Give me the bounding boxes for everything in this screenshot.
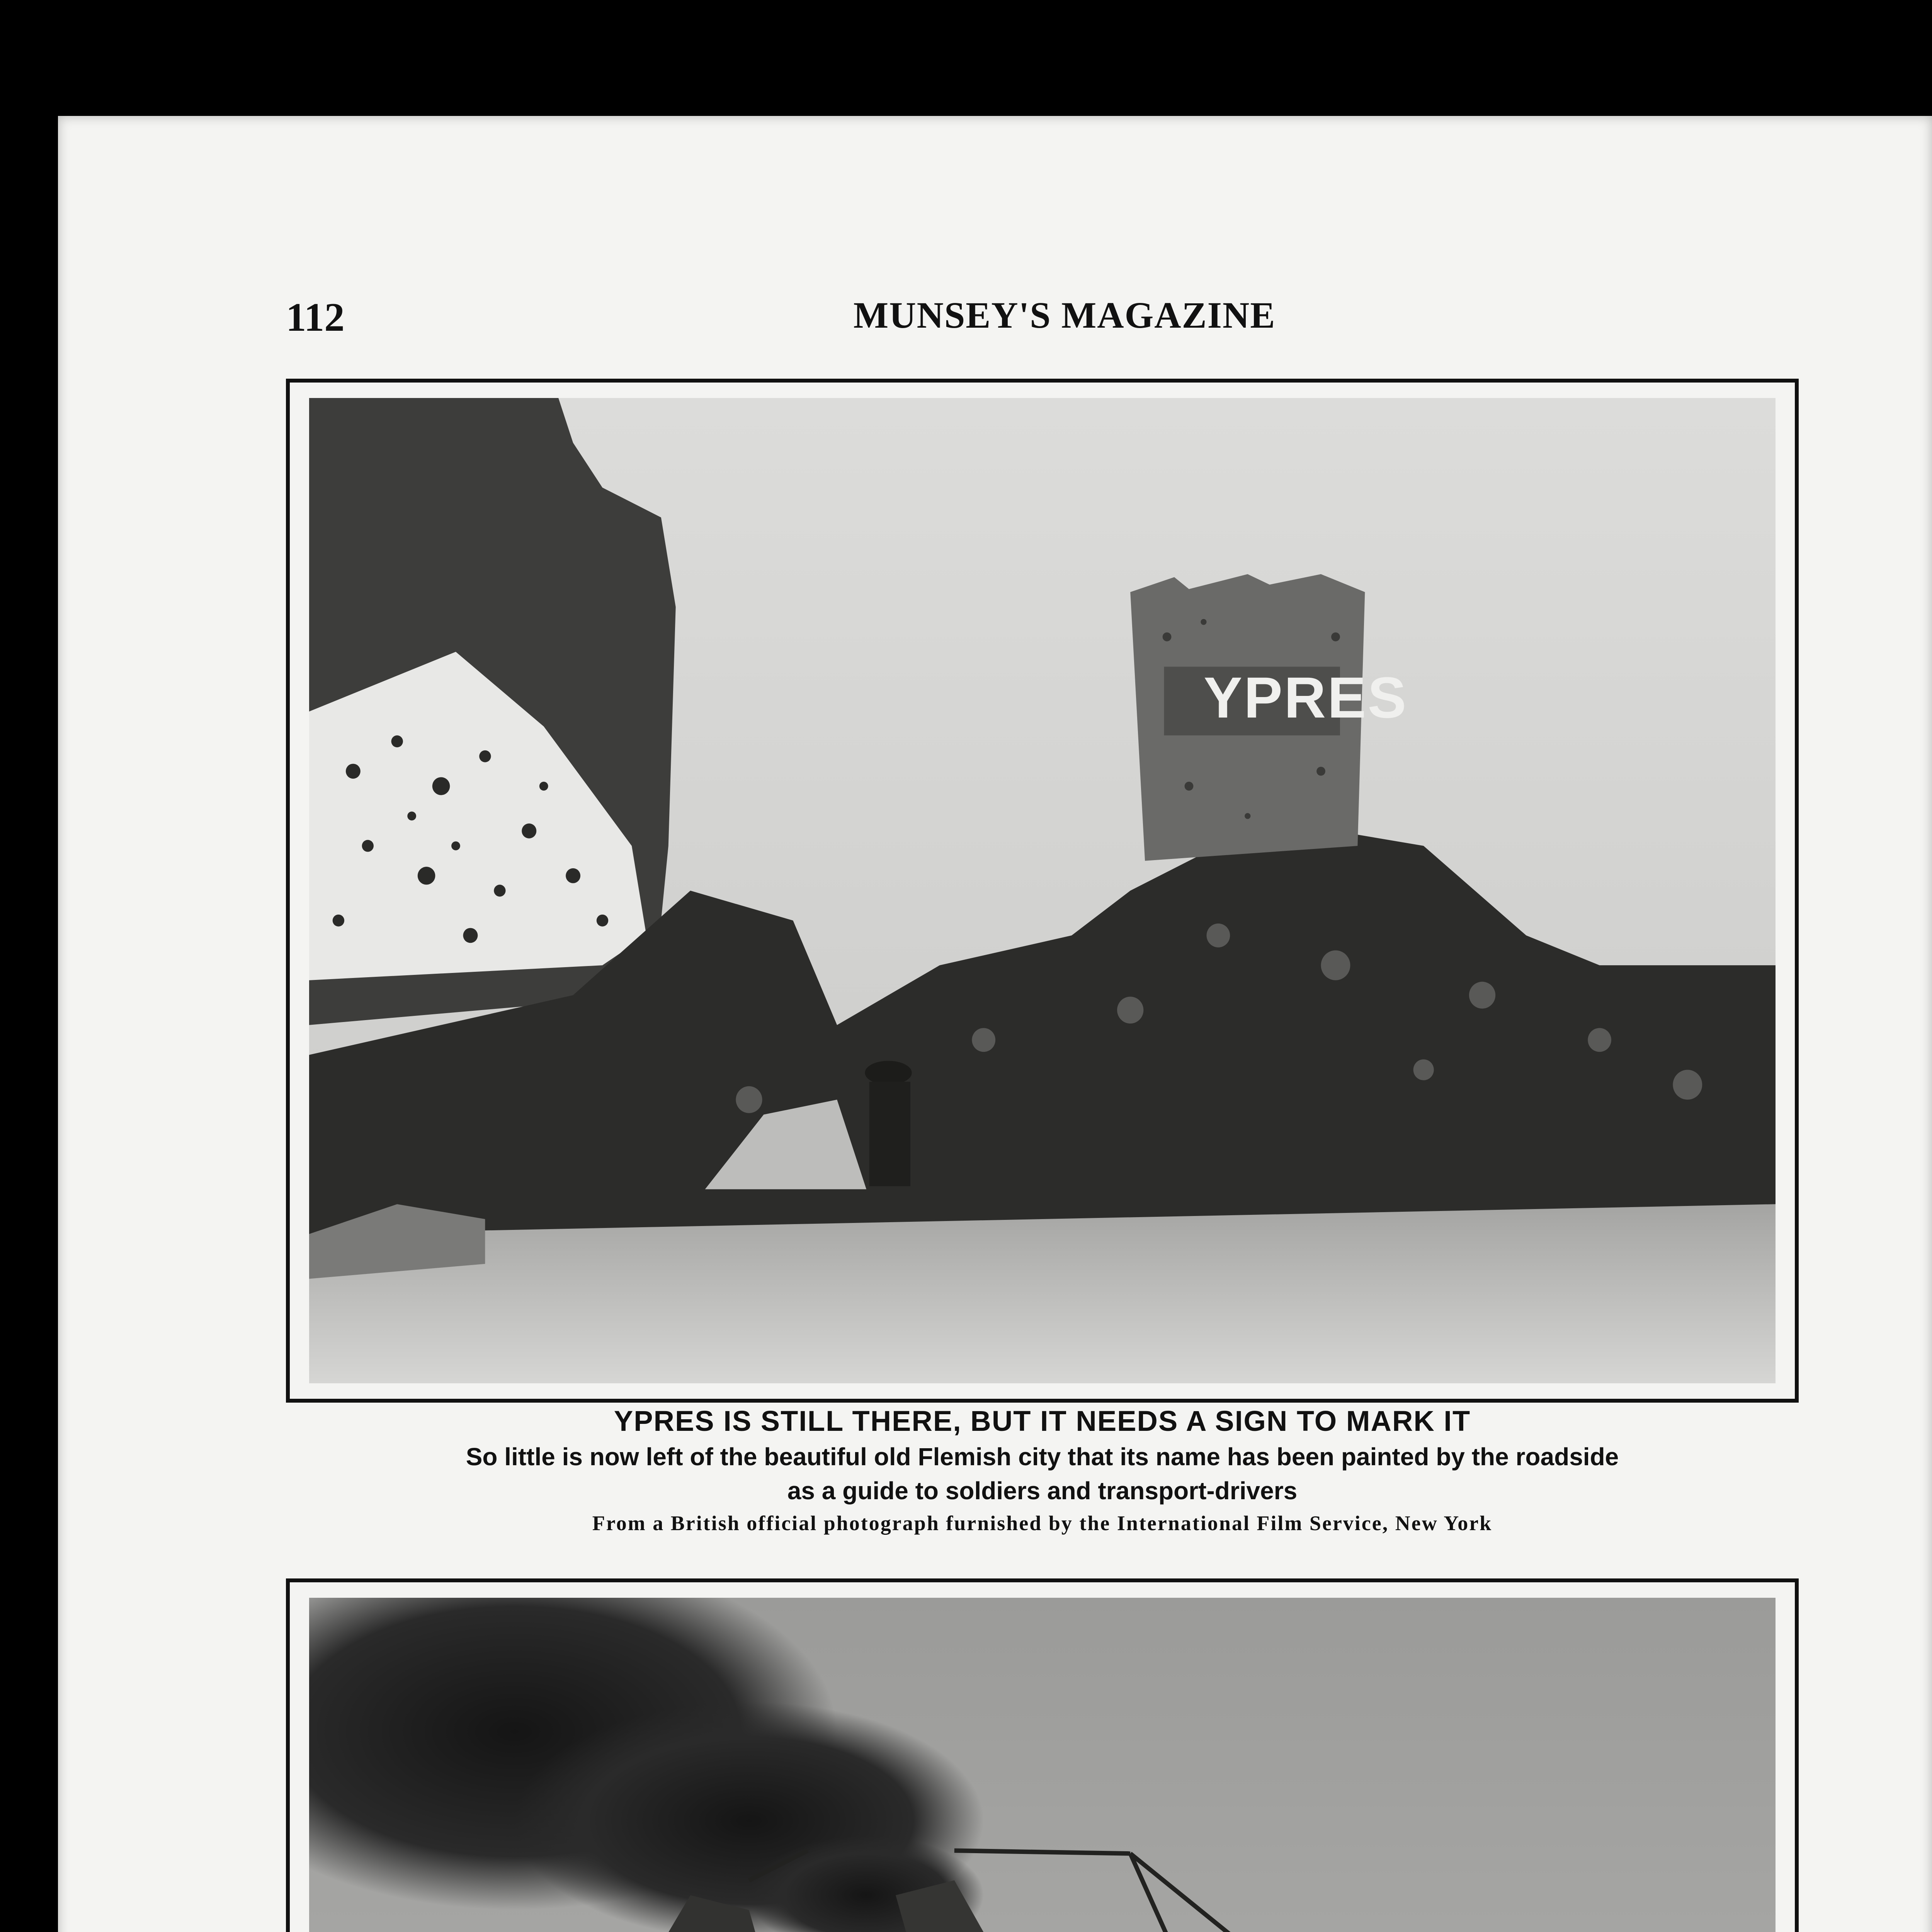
ypres-caption <box>286 1403 1799 1539</box>
ypres-sign: YPRES <box>1203 665 1408 730</box>
running-head: MUNSEY'S MAGAZINE <box>853 294 1276 336</box>
ypres-caption-line1: So little is now left of the beautiful old Flemish city that its name has been painted by the roadside <box>466 1443 1619 1471</box>
ypres-ruins-photo <box>309 398 1776 1383</box>
steamer-photo-frame <box>286 1578 1799 1932</box>
ypres-caption-line2: as a guide to soldiers and transport-drivers <box>787 1477 1298 1505</box>
ypres-photo-frame <box>286 379 1799 1403</box>
ypres-caption-title: YPRES IS STILL THERE, BUT IT NEEDS A SIGN TO MARK IT <box>614 1405 1471 1437</box>
ypres-photo-credit: From a British official photograph furnished by the International Film Service, New York <box>592 1512 1493 1535</box>
page-header <box>286 294 1843 344</box>
page-number: 112 <box>286 294 345 340</box>
torpedoed-steamer-photo <box>309 1598 1776 1932</box>
